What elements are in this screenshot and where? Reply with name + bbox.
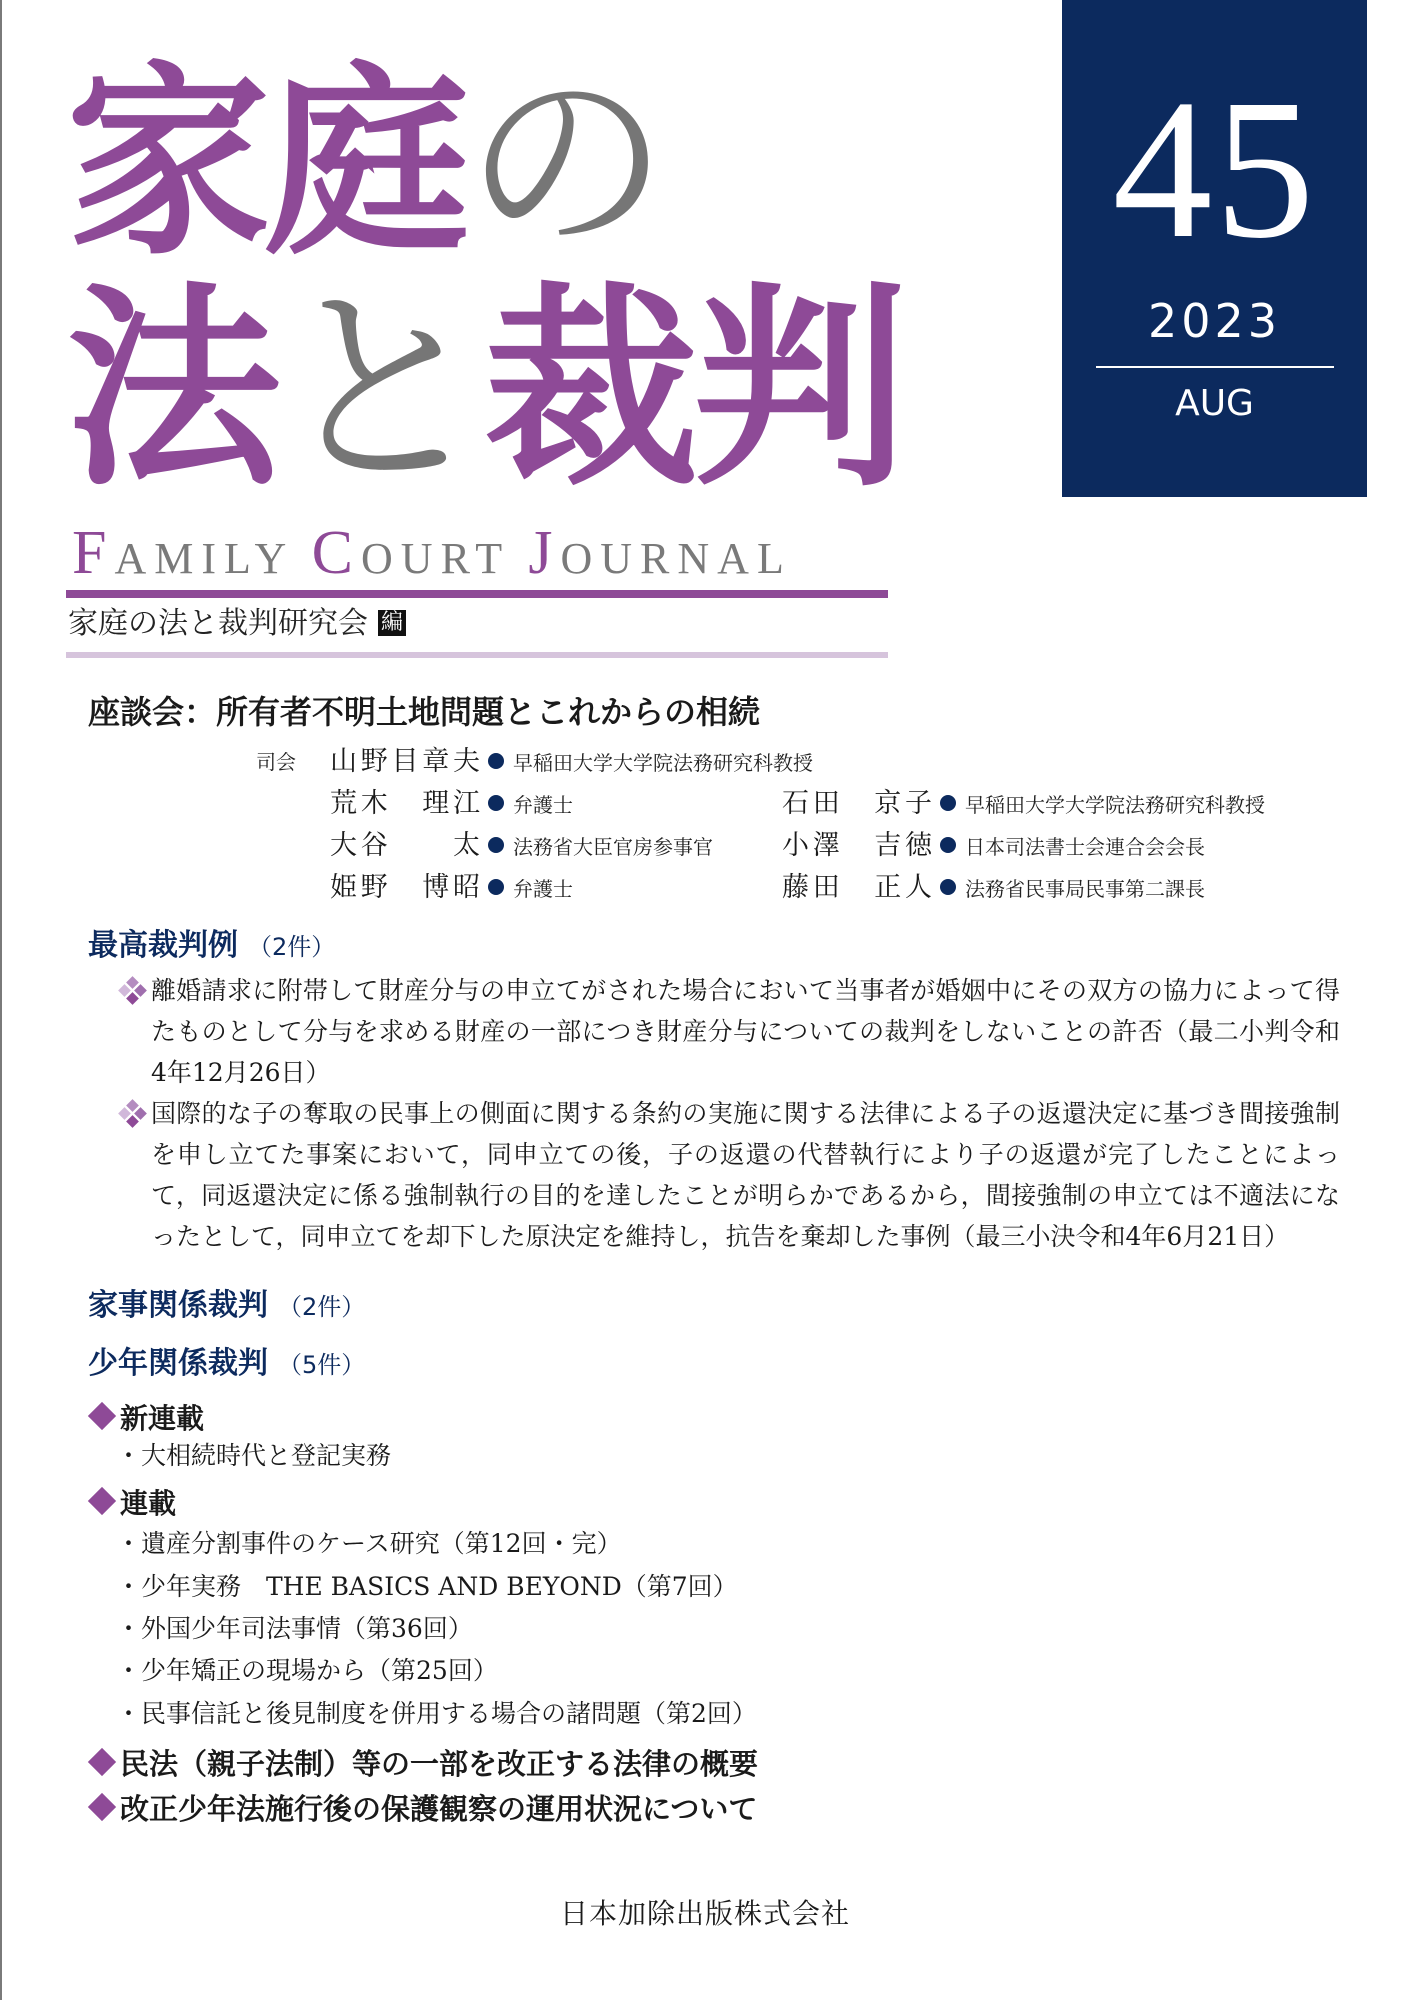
title-saiban: 裁判: [484, 264, 902, 515]
eng-word-ourt: OURT: [361, 534, 510, 583]
participant-affiliation: 弁護士: [513, 877, 573, 901]
series-item: ・外国少年司法事情（第36回）: [116, 1614, 473, 1643]
feature-heading: [88, 1790, 757, 1828]
bullet-dot-icon: [940, 837, 956, 853]
diamond-bullet-icon: [88, 1487, 116, 1515]
section-title: 少年関係裁判: [88, 1346, 268, 1381]
title-to: と: [275, 264, 484, 515]
section-title: 連載: [120, 1487, 177, 1520]
participant: [782, 828, 1205, 867]
section-count: （2件）: [248, 933, 336, 961]
issue-divider: [1096, 366, 1334, 368]
series-item: ・民事信託と後見制度を併用する場合の諸問題（第2回）: [116, 1699, 757, 1728]
eng-word-ournal: OURNAL: [560, 534, 792, 583]
left-border: [0, 0, 2, 2000]
series-item: ・少年実務 THE BASICS AND BEYOND（第7回）: [116, 1572, 738, 1601]
diamond-bullet-icon: [88, 1748, 116, 1776]
participant-name: 荒木 理江: [330, 788, 480, 819]
case-summary: 離婚請求に附帯して財産分与の申立てがされた場合において当事者が婚姻中にその双方の協力によって得たものとして分与を求める財産の一部につき財産分与についての裁判をしないことの許否（最二小判令和4年12月26日）: [151, 976, 1340, 1087]
case-item: [118, 970, 1340, 1093]
bullet-dot-icon: [488, 795, 504, 811]
roundtable-title: 座談会：所有者不明土地問題とこれからの相続: [88, 693, 761, 731]
participant-name: 石田 京子: [782, 788, 932, 819]
diamond-bullet-icon: [88, 1402, 116, 1430]
participant-name: 大谷 太: [330, 830, 480, 861]
editor-name: 家庭の法と裁判研究会: [68, 606, 368, 641]
participant: [330, 786, 573, 825]
participant-affiliation: 法務省大臣官房参事官: [513, 835, 713, 859]
bullet-dot-icon: [940, 879, 956, 895]
participant-name: 小澤 吉徳: [782, 830, 932, 861]
title-katei: 家庭: [66, 45, 464, 283]
issue-month: AUG: [1175, 383, 1254, 424]
participant: [330, 870, 573, 909]
moderator-label: 司会: [256, 750, 296, 774]
bullet-dot-icon: [488, 837, 504, 853]
diamond-bullet-icon: [88, 1793, 116, 1821]
participant-name: 山野目章夫: [330, 746, 480, 777]
issue-box: [1062, 0, 1367, 497]
participant-affiliation: 法務省民事局民事第二課長: [965, 877, 1205, 901]
editor-badge: 編: [378, 610, 406, 636]
main-title-line-2: [66, 264, 902, 515]
english-title: [72, 519, 887, 587]
section-count: （2件）: [278, 1293, 366, 1321]
subtitle-divider: [66, 652, 888, 658]
series-item: ・少年矯正の現場から（第25回）: [116, 1656, 498, 1685]
participant-name: 姫野 博昭: [330, 872, 480, 903]
bullet-dot-icon: [940, 795, 956, 811]
feature-heading: [88, 1745, 758, 1783]
new-series-item: ・大相続時代と登記実務: [116, 1441, 392, 1470]
title-divider: [66, 590, 888, 598]
series-heading: [88, 1485, 176, 1523]
section-title: 最高裁判例: [88, 928, 238, 963]
family-cases-heading: [88, 1286, 365, 1327]
quad-diamond-bullet-icon: [118, 978, 148, 1006]
eng-cap-f: F: [72, 519, 115, 587]
feature-title: 民法（親子法制）等の一部を改正する法律の概要: [120, 1747, 759, 1781]
section-title: 家事関係裁判: [88, 1288, 268, 1323]
section-count: （5件）: [278, 1351, 366, 1379]
series-item: ・遺産分割事件のケース研究（第12回・完）: [116, 1529, 622, 1558]
participant: [330, 828, 713, 867]
issue-year: 2023: [1147, 294, 1282, 348]
participant-name: 藤田 正人: [782, 872, 932, 903]
participant-affiliation: 早稲田大学大学院法務研究科教授: [965, 793, 1265, 817]
eng-word-amily: AMILY: [114, 534, 293, 583]
supreme-court-heading: [88, 926, 335, 967]
case-item: [118, 1093, 1340, 1257]
eng-cap-j: J: [528, 519, 561, 587]
bullet-dot-icon: [488, 879, 504, 895]
participant: [782, 786, 1265, 825]
quad-diamond-bullet-icon: [118, 1101, 148, 1129]
section-title: 新連載: [120, 1402, 205, 1435]
case-summary: 国際的な子の奪取の民事上の側面に関する条約の実施に関する法律による子の返還決定に基づき間接強制を申し立てた事案において，同申立ての後，子の返還の代替執行により子の返還が完了したことによって，同返還決定に係る強制執行の目的を達したことが明らかであるから，間接強制の申立ては不適法になったとして，同申立てを却下した原決定を維持し，抗告を棄却した事例（最三小決令和4年6月21日）: [151, 1099, 1340, 1251]
publisher-name: 日本加除出版株式会社: [560, 1897, 851, 1930]
new-series-heading: [88, 1400, 204, 1438]
eng-cap-c: C: [311, 519, 362, 587]
participant: [330, 744, 813, 783]
main-title-line-1: [66, 45, 663, 283]
bullet-dot-icon: [488, 753, 504, 769]
editor-line: [68, 604, 406, 644]
feature-title: 改正少年法施行後の保護観察の運用状況について: [120, 1792, 758, 1826]
issue-number: 45: [1112, 59, 1317, 280]
participant-affiliation: 弁護士: [513, 793, 573, 817]
participant-affiliation: 日本司法書士会連合会会長: [965, 835, 1205, 859]
participant-affiliation: 早稲田大学大学院法務研究科教授: [513, 751, 813, 775]
juvenile-cases-heading: [88, 1344, 365, 1385]
title-hou: 法: [66, 264, 275, 515]
title-no: の: [464, 45, 663, 283]
participant: [782, 870, 1205, 909]
